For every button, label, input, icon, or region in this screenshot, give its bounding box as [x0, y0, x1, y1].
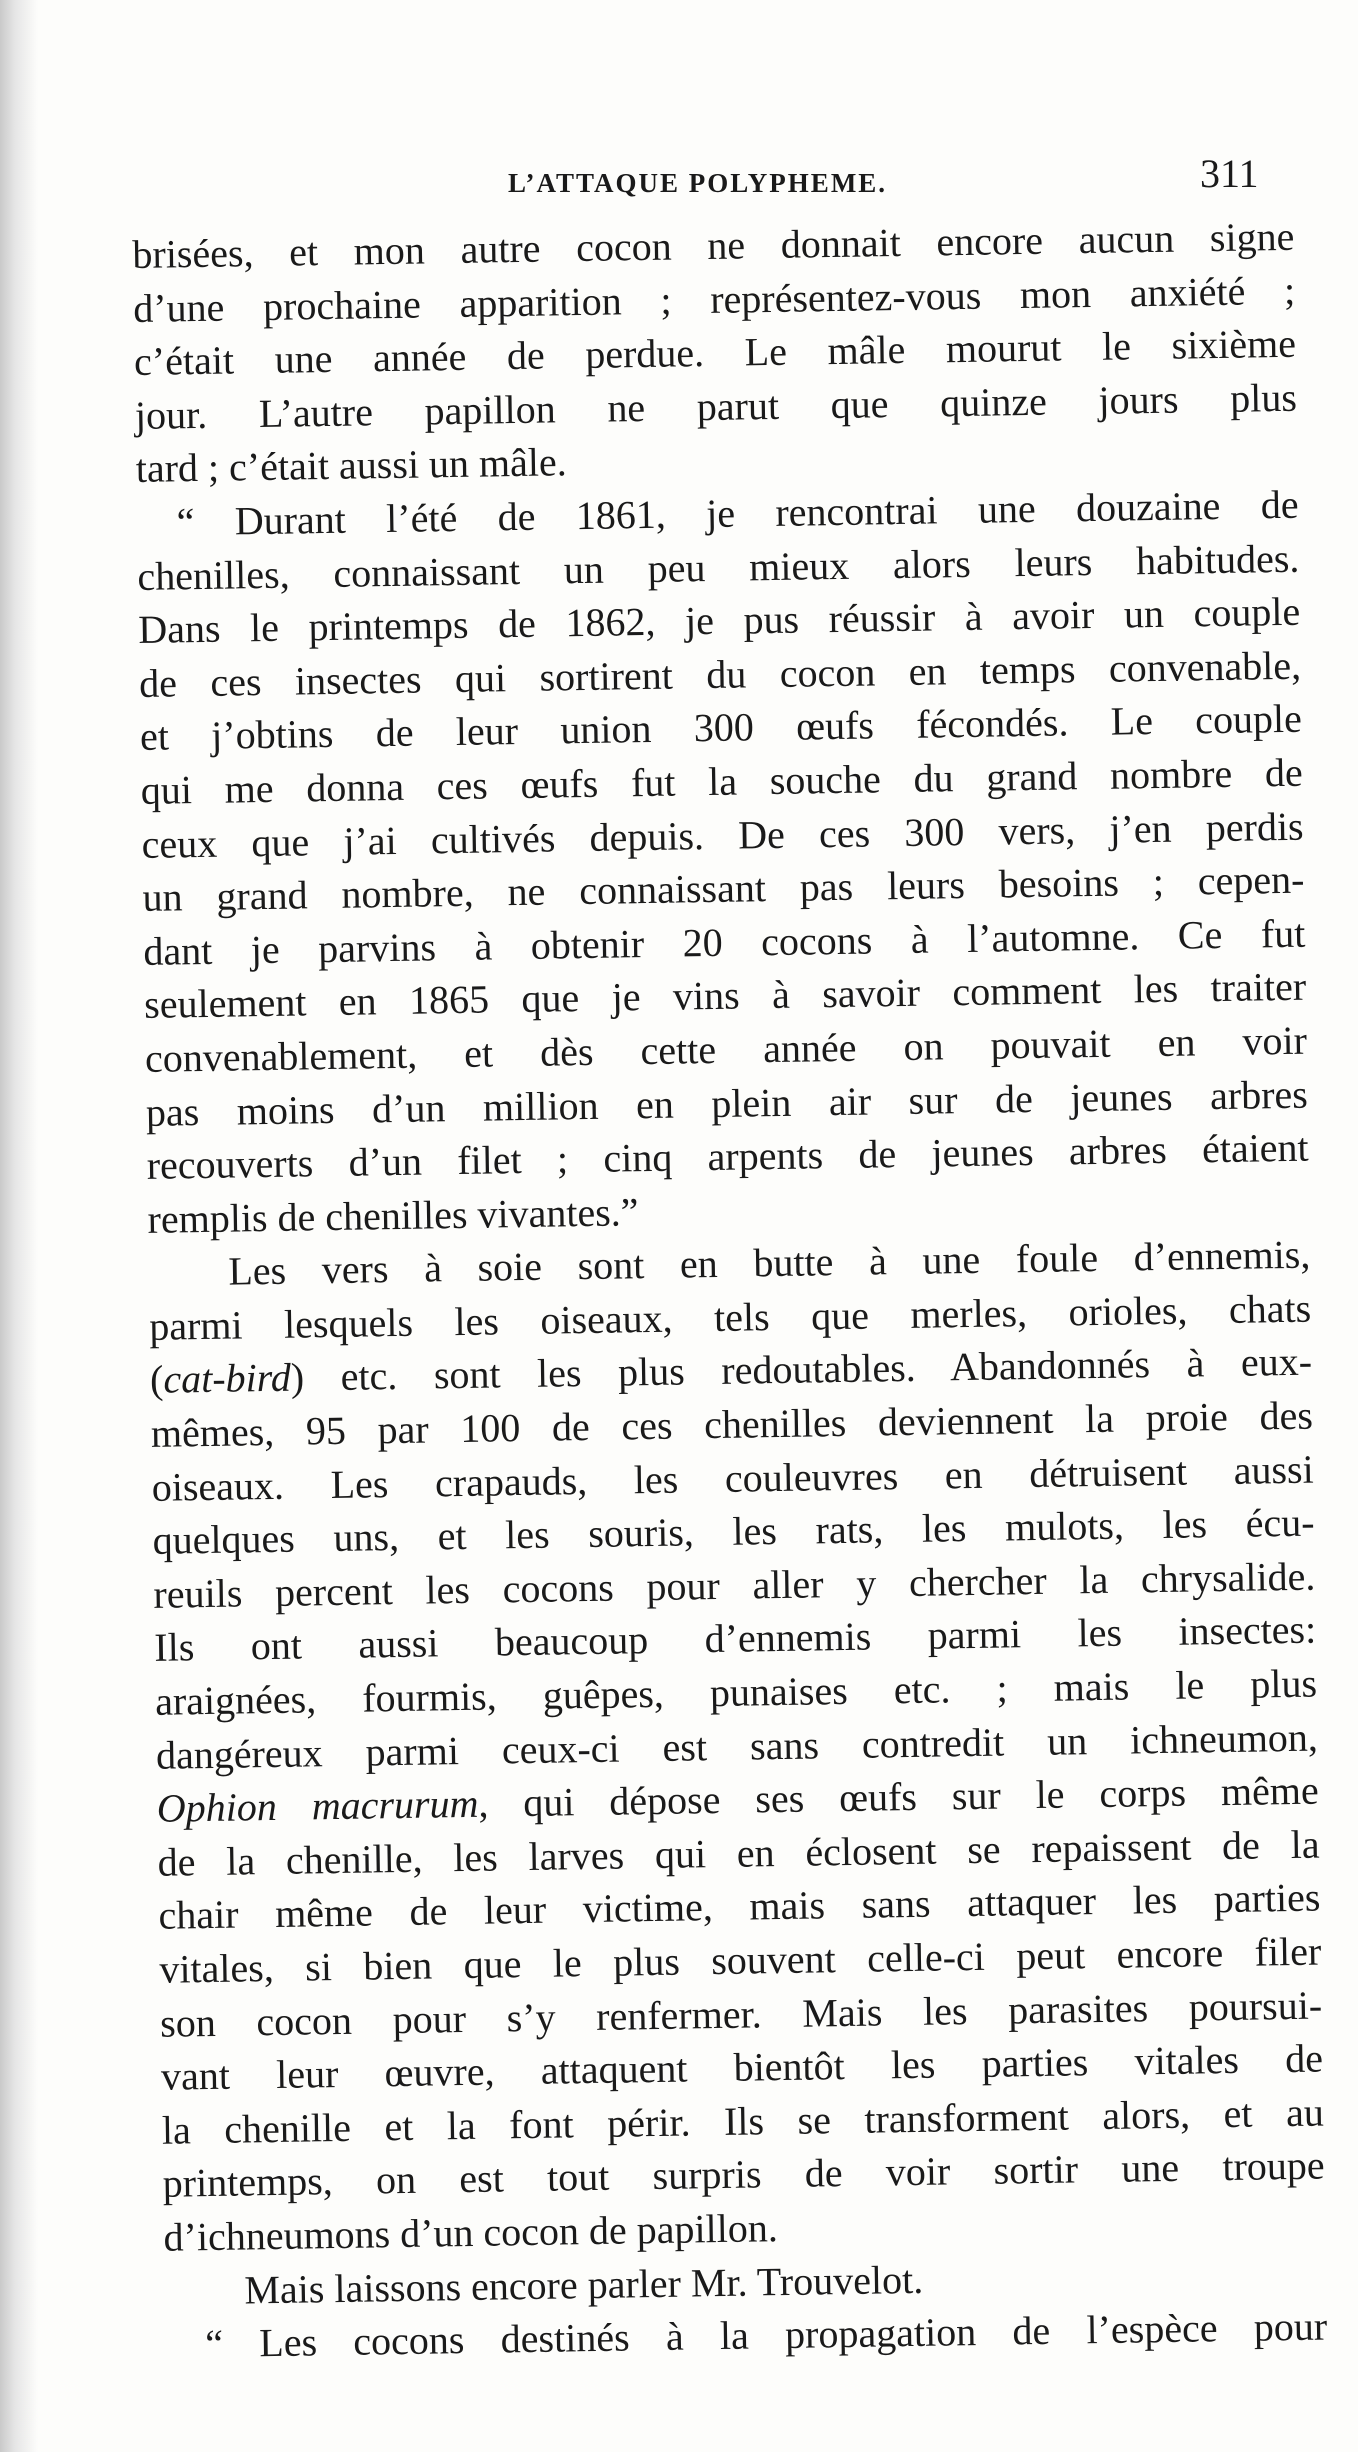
text-line: chair même de leur victime, mais sans attaquer les parties — [158, 1874, 1321, 1939]
page-edge-shadow — [0, 0, 38, 2452]
text-line: de ces insectes qui sortirent du cocon en temps convenable, — [138, 642, 1302, 706]
text-line: seulement en 1865 que je vins à savoir comment les traiter — [143, 963, 1307, 1028]
text-line: Dans le printemps de 1862, je pus réussir à avoir un couple — [137, 588, 1301, 653]
text-line: et j’obtins de leur union 300 œufs fécondés. Le couple — [139, 696, 1303, 760]
text-line: vant leur œuvre, attaquent bientôt les parties vitales de — [160, 2035, 1324, 2099]
text-line: un grand nombre, ne connaissant pas leurs besoins ; cepen- — [142, 856, 1305, 921]
text-segment: ) etc. sont les plus redoutables. Abandonnés à eux- — [290, 1339, 1313, 1401]
running-head: L’ATTAQUE POLYPHEME. — [508, 168, 888, 198]
text-line: jour. L’autre papillon ne parut que quinze jours plus — [134, 374, 1298, 438]
text-line: d’ichneumons d’un cocon de papillon. — [163, 2205, 779, 2260]
text-segment: , qui dépose ses œufs sur le corps même — [478, 1767, 1320, 1826]
text-line: d’une prochaine apparition ; représentez-vous mon anxiété ; — [132, 267, 1296, 331]
text-line: convenablement, et dès cette année on pouvait en voir — [144, 1017, 1308, 1081]
text-line: pas moins d’un million en plein air sur de jeunes arbres — [145, 1071, 1309, 1135]
text-line: quelques uns, et les souris, les rats, les mulots, les écu- — [152, 1499, 1315, 1564]
page-number: 311 — [1200, 151, 1259, 196]
text-line: printemps, on est tout surpris de voir sortir une troupe — [162, 2142, 1325, 2207]
text-line: vitales, si bien que le plus souvent celle-ci peut encore filer — [159, 1928, 1322, 1992]
text-line: Mais laissons encore parler Mr. Trouvelot. — [244, 2256, 924, 2313]
text-line: oiseaux. Les crapauds, les couleuvres en détruisent aussi — [151, 1446, 1314, 1510]
text-line: de la chenille, les larves qui en éclosent se repaissent de la — [157, 1821, 1320, 1885]
text-line: chenilles, connaissant un peu mieux alors leurs habitudes. — [137, 535, 1300, 599]
italic-term: Ophion macrurum — [156, 1780, 479, 1832]
text-line: “ Durant l’été de 1861, je rencontrai une douzaine de — [176, 481, 1299, 545]
text-line: recouverts d’un filet ; cinq arpents de jeunes arbres étaient — [146, 1124, 1309, 1188]
text-line: mêmes, 95 par 100 de ces chenilles deviennent la proie des — [150, 1392, 1314, 1456]
text-line: Les vers à soie sont en butte à une foule d’ennemis, — [228, 1231, 1311, 1294]
text-line: parmi lesquels les oiseaux, tels que merles, orioles, chats — [148, 1285, 1312, 1349]
text-line: araignées, fourmis, guêpes, punaises etc. ; mais le plus — [154, 1660, 1318, 1724]
text-line: son cocon pour s’y renfermer. Mais les parasites poursui- — [159, 1982, 1323, 2046]
text-line: remplis de chenilles vivantes.” — [147, 1188, 639, 1242]
text-line: ceux que j’ai cultivés depuis. De ces 300 vers, j’en perdis — [141, 803, 1304, 867]
text-line: reuils percent les cocons pour aller y chercher la chrysalide. — [153, 1553, 1316, 1617]
text-line: c’était une année de perdue. Le mâle mourut le sixième — [133, 320, 1297, 385]
text-line: Ils ont aussi beaucoup d’ennemis parmi les insectes: — [153, 1607, 1317, 1671]
page-header — [0, 150, 1358, 210]
text-line: qui me donna ces œufs fut la souche du grand nombre de — [140, 749, 1304, 813]
italic-term: cat-bird — [163, 1355, 292, 1403]
text-line: la chenille et la font périr. Ils se transforment alors, et au — [161, 2089, 1325, 2153]
text-segment: ( — [149, 1357, 164, 1403]
text-line: dangéreux parmi ceux-ci est sans contredit un ichneumon, — [155, 1714, 1319, 1778]
text-line: brisées, et mon autre cocon ne donnait encore aucun signe — [132, 213, 1295, 277]
text-line: “ Les cocons destinés à la propagation de l’espèce pour — [204, 2303, 1328, 2367]
text-line: dant je parvins à obtenir 20 cocons à l’automne. Ce fut — [143, 910, 1306, 974]
text-line: tard ; c’était aussi un mâle. — [135, 439, 568, 492]
body-text — [132, 210, 1328, 2372]
